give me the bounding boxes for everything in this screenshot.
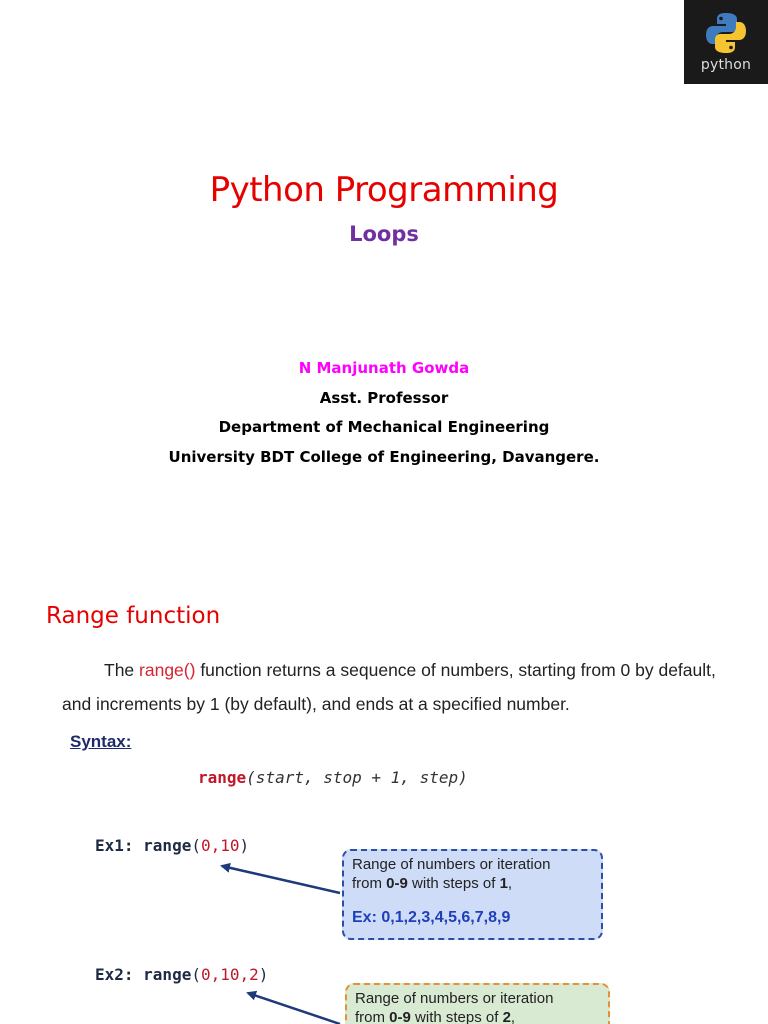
author-position: Asst. Professor <box>319 388 449 407</box>
author-block <box>0 354 768 472</box>
syntax-args: (start, stop + 1, step) <box>246 768 468 787</box>
syntax-code <box>198 768 468 787</box>
author-institution: University BDT College of Engineering, Davangere. <box>168 447 600 466</box>
example-1-callout <box>342 849 603 940</box>
para-text-before: The <box>104 660 140 680</box>
author-department: Department of Mechanical Engineering <box>218 418 550 436</box>
example-1-args: 0,10 <box>200 836 240 855</box>
python-logo-text: python <box>700 57 752 73</box>
section-paragraph <box>62 653 742 721</box>
section-title: Range function <box>46 603 221 629</box>
example-2-label: Ex2: range <box>95 965 192 984</box>
example-1-label: Ex1: range <box>95 836 192 855</box>
example-2-args: 0,10,2 <box>200 965 259 984</box>
syntax-label: Syntax: <box>70 732 132 751</box>
arrow-2 <box>248 993 340 1024</box>
example-2-code: Ex2: range(0,10,2) <box>95 965 269 984</box>
callout-2-line2: from 0-9 with steps of 2, <box>355 1009 516 1024</box>
example-1-code: Ex1: range(0,10) <box>95 836 250 855</box>
syntax-fn: range <box>198 768 247 787</box>
example-2-callout <box>345 983 610 1024</box>
callout-2-line1: Range of numbers or iteration <box>355 990 554 1007</box>
page-title: Python Programming <box>209 170 559 210</box>
python-snake-icon <box>704 11 748 55</box>
arrow-1 <box>222 866 340 893</box>
callout-1-example: Ex: 0,1,2,3,4,5,6,7,8,9 <box>352 909 511 926</box>
para-range-fn: range() <box>139 660 196 680</box>
callout-1-line2: from 0-9 with steps of 1, <box>352 875 513 892</box>
python-logo <box>684 0 768 84</box>
page-subtitle: Loops <box>349 222 419 246</box>
author-name: N Manjunath Gowda <box>298 359 470 377</box>
para-text-after: function returns a sequence of numbers, starting from 0 by default, and increments by 1 (by default), and ends at a specified number. <box>62 660 716 714</box>
callout-1-line1: Range of numbers or iteration <box>352 856 551 873</box>
